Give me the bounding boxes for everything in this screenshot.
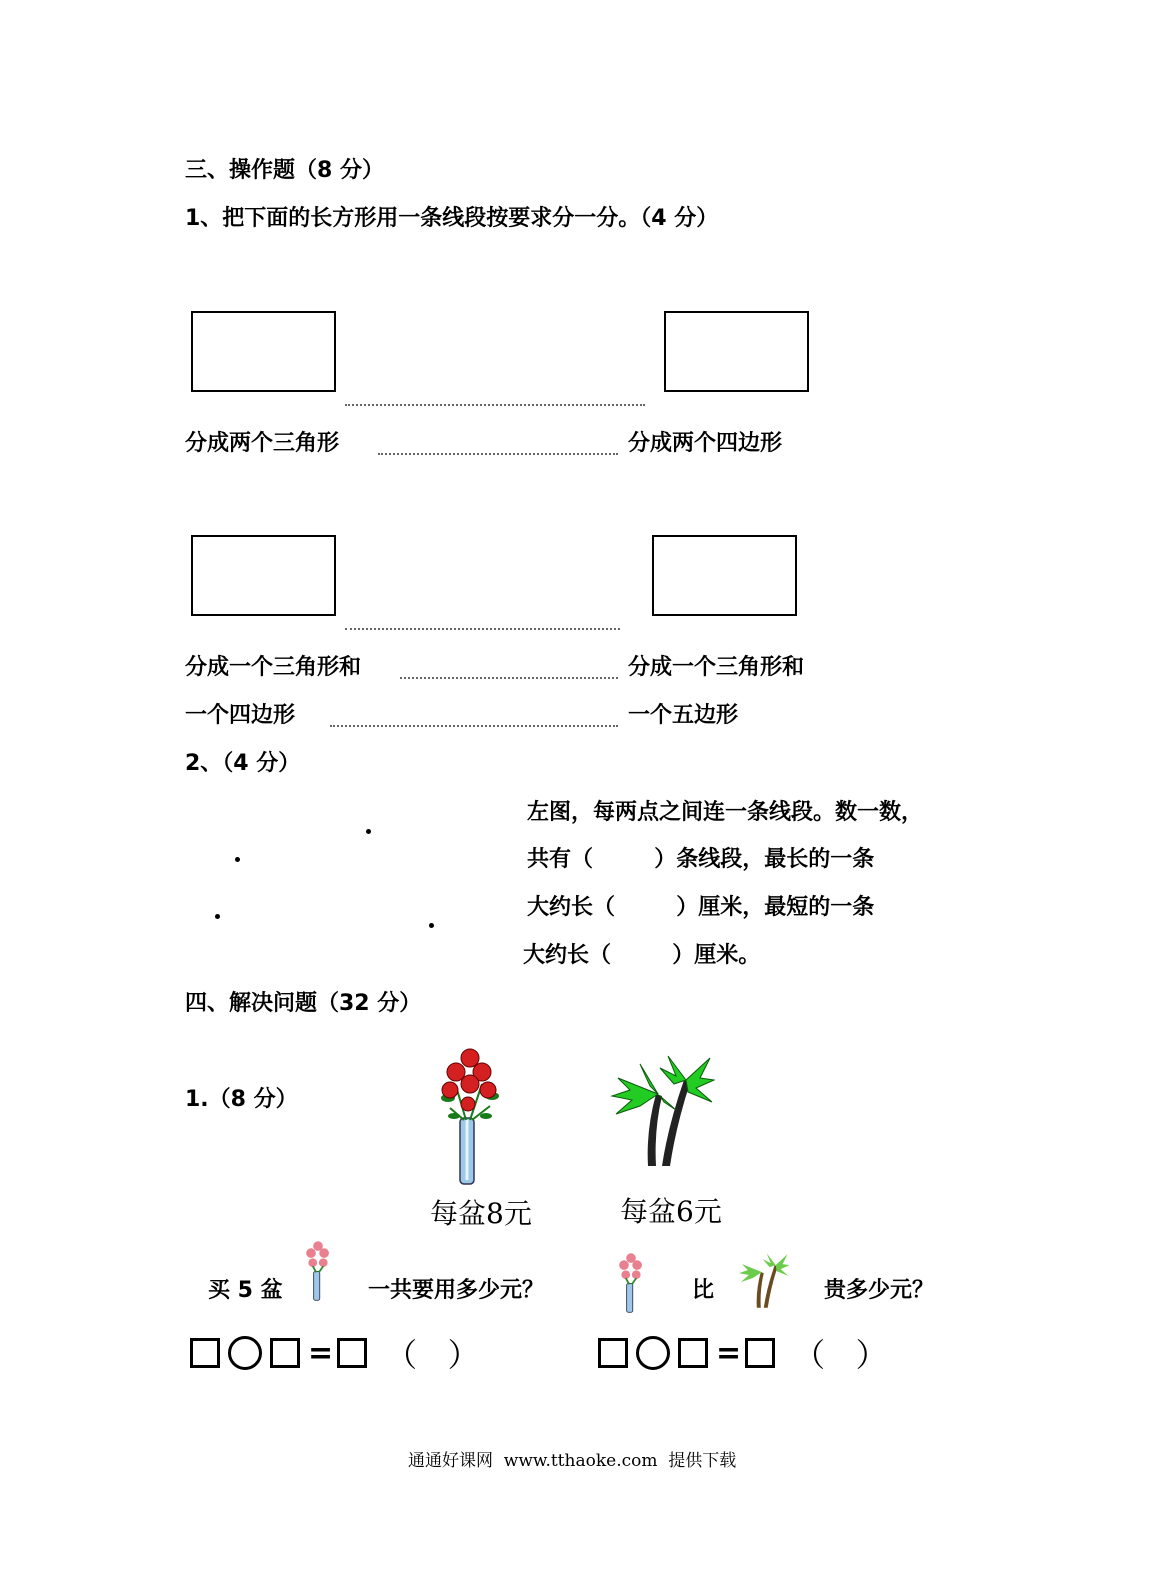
operator-circle[interactable] bbox=[636, 1336, 670, 1370]
more-expensive-question: 贵多少元？ bbox=[824, 1278, 935, 1303]
section4-title: 四、解决问题（32 分） bbox=[185, 991, 422, 1016]
equation-left bbox=[190, 1330, 480, 1376]
answer-box[interactable] bbox=[745, 1338, 775, 1368]
q2-title: 2、（4 分） bbox=[185, 751, 301, 776]
dotted-divider bbox=[400, 677, 618, 679]
point-a bbox=[366, 829, 371, 834]
palm-plant-image bbox=[610, 1050, 715, 1170]
q2-line-3: 大约长（ ）厘米，最短的一条 bbox=[527, 895, 875, 920]
rose-vase-image bbox=[436, 1046, 504, 1188]
rectangle-a bbox=[191, 311, 336, 392]
rose-price: 每盆8元 bbox=[430, 1197, 532, 1230]
rose-vase-icon-2 bbox=[612, 1252, 650, 1314]
equals-sign: = bbox=[716, 1335, 742, 1371]
unit-parentheses: （ ） bbox=[385, 1336, 480, 1374]
label-triangle-and: 分成一个三角形和 bbox=[185, 655, 362, 680]
dotted-divider bbox=[345, 628, 620, 630]
section3-title: 三、操作题（8 分） bbox=[185, 158, 384, 183]
answer-box[interactable] bbox=[598, 1338, 628, 1368]
compare-label: 比 bbox=[692, 1278, 715, 1303]
equation-right bbox=[598, 1330, 888, 1376]
dotted-divider bbox=[330, 725, 618, 727]
q1-title: 1、把下面的长方形用一条线段按要求分一分。（4 分） bbox=[185, 206, 719, 231]
answer-box[interactable] bbox=[678, 1338, 708, 1368]
equals-sign: = bbox=[308, 1335, 334, 1371]
rectangle-c bbox=[191, 535, 336, 616]
rectangle-d bbox=[652, 535, 797, 616]
footer-credit: 通通好课网 www.tthaoke.com 提供下载 bbox=[408, 1451, 737, 1471]
rose-vase-icon bbox=[298, 1240, 338, 1302]
operator-circle[interactable] bbox=[228, 1336, 262, 1370]
label-pentagon: 一个五边形 bbox=[628, 703, 739, 728]
answer-box[interactable] bbox=[270, 1338, 300, 1368]
q2-line-1: 左图，每两点之间连一条线段。数一数， bbox=[527, 800, 924, 825]
point-b bbox=[235, 857, 240, 862]
answer-box[interactable] bbox=[337, 1338, 367, 1368]
point-c bbox=[215, 914, 220, 919]
rectangle-b bbox=[664, 311, 809, 392]
label-two-quadrilaterals: 分成两个四边形 bbox=[628, 431, 783, 456]
answer-box[interactable] bbox=[190, 1338, 220, 1368]
palm-plant-icon bbox=[738, 1248, 790, 1312]
label-triangle-and-2: 分成一个三角形和 bbox=[628, 655, 805, 680]
unit-parentheses: （ ） bbox=[793, 1336, 888, 1374]
q2-line-4: 大约长（ ）厘米。 bbox=[523, 943, 761, 968]
q2-line-2: 共有（ ）条线段，最长的一条 bbox=[527, 847, 875, 872]
buy-five-label: 买 5 盆 bbox=[208, 1278, 283, 1303]
label-two-triangles: 分成两个三角形 bbox=[185, 431, 340, 456]
palm-price: 每盆6元 bbox=[620, 1195, 722, 1228]
label-quadrilateral: 一个四边形 bbox=[185, 703, 296, 728]
s4-q1-title: 1.（8 分） bbox=[185, 1087, 298, 1112]
point-d bbox=[429, 923, 434, 928]
total-cost-question: 一共要用多少元？ bbox=[368, 1278, 545, 1303]
dotted-divider bbox=[345, 404, 645, 406]
dotted-divider bbox=[378, 453, 618, 455]
